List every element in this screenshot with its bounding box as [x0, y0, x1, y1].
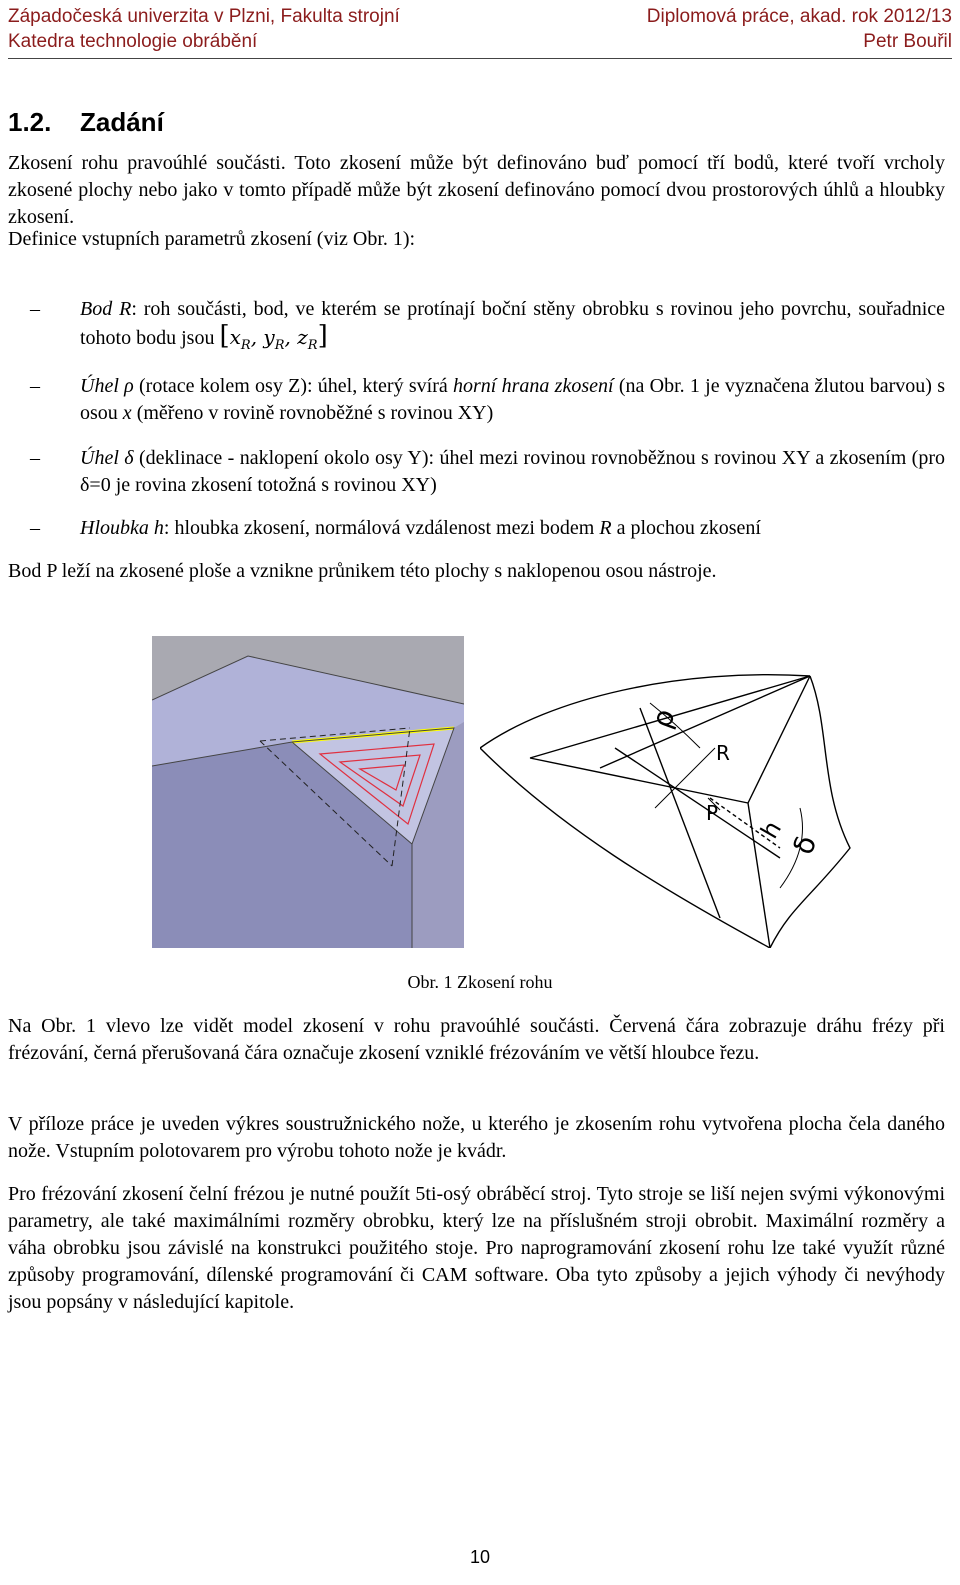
- label-rho: ρ: [644, 704, 682, 733]
- section-heading: [8, 107, 164, 138]
- cylinder-top-arc: [480, 675, 810, 748]
- header-divider: [8, 58, 952, 59]
- bullet-dash: –: [30, 375, 40, 397]
- bullet-body: (na Obr. 1 je vyznačena žlutou barvou) s osou: [80, 375, 946, 424]
- page-number: 10: [469, 1547, 491, 1567]
- bullet-body: : hloubka zkosení, normálová vzdálenost mezi bodem: [163, 517, 600, 539]
- term-uhel-delta: Úhel δ: [80, 447, 134, 469]
- bullet-body: a plochou zkosení: [611, 517, 761, 539]
- bullet-text: [80, 296, 945, 359]
- bod-p-paragraph: Bod P leží na zkosené ploše a vznikne průnikem této plochy s naklopenou osou nástroje.: [8, 560, 717, 582]
- paragraph-obr1: Na Obr. 1 vlevo lze vidět model zkosení v rohu pravoúhlé součásti. Červená čára zobrazuje dráhu frézy při frézování, černá přerušovaná čára označuje zkosení vzniklé frézováním ve větší hloubce řezu.: [8, 1015, 945, 1064]
- bullet-bod-r: [8, 296, 945, 359]
- label-h: h: [755, 816, 788, 844]
- bullet-dash: –: [30, 517, 40, 539]
- section-title: Zadání: [80, 107, 164, 137]
- bullet-hloubka: [8, 515, 945, 542]
- header-university: Západočeská univerzita v Plzni, Fakulta strojní: [8, 6, 400, 27]
- bullet-body: : roh součásti, bod, ve kterém se protínají boční stěny obrobku s rovinou jeho povrchu, souřadnice tohoto bodu jsou: [80, 298, 946, 349]
- bullet-uhel-delta: [8, 445, 945, 499]
- header-bottom-row: [8, 31, 952, 53]
- term-hloubka: Hloubka h: [80, 517, 164, 539]
- intro-paragraph: Zkosení rohu pravoúhlé součásti. Toto zkosení může být definováno buď pomocí tří bodů, které tvoří vrcholy zkosené plochy nebo jako v tomto případě může být zkosení definováno pomocí dvou prostorových úhlů a hloubky zkosení.: [8, 152, 945, 228]
- bullet-text: [80, 515, 945, 542]
- right-curve: [770, 676, 850, 948]
- bullet-body: (deklinace - naklopení okolo osy Y): úhel mezi rovinou rovnoběžnou s rovinou XY a zkosením (pro δ=0 je rovina zkosení totožná s rovinou XY): [80, 447, 945, 496]
- bullet-dash: –: [30, 298, 40, 320]
- term-r: R: [599, 517, 612, 539]
- bullet-body: (rotace kolem osy Z): úhel, který svírá: [133, 375, 454, 397]
- bullet-dash: –: [30, 447, 40, 469]
- cad-model-figure: [152, 636, 464, 948]
- header-top-row: [8, 6, 952, 28]
- header-department: Katedra technologie obrábění: [8, 31, 258, 52]
- chamfer-edge-3: [748, 676, 810, 803]
- label-delta: δ: [786, 831, 824, 859]
- header-author: Petr Bouřil: [863, 31, 952, 52]
- term-horni-hrana: horní hrana zkosení: [453, 375, 614, 397]
- header-thesis-year: Diplomová práce, akad. rok 2012/13: [646, 6, 952, 27]
- coordinates-formula: [$x_R$, $y_R$, $z_R$]: [219, 321, 328, 353]
- bullet-uhel-rho: [8, 373, 945, 427]
- figure-caption: Obr. 1 Zkosení rohu: [407, 972, 553, 992]
- paragraph-frezovani: Pro frézování zkosení čelní frézou je nutné použít 5ti-osý obráběcí stroj. Tyto stroje se liší nejen svými výkonovými parametry, ale také maximálními rozměry obrobku, který lze na příslušném stroji obrobit. Maximální rozměry a váha obrobku jsou závislé na konstrukci použitého stoje. Pro naprogramování zkosení rohu lze také využít různé způsoby programování, dílenské programování či CAM software. Oba tyto způsoby a jejich výhody či nevýhody jsou popsány v následující kapitole.: [8, 1183, 945, 1313]
- schematic-figure: [480, 648, 860, 948]
- term-x: x: [122, 402, 132, 424]
- params-intro: Definice vstupních parametrů zkosení (viz Obr. 1):: [8, 228, 416, 250]
- label-r: R: [716, 741, 730, 765]
- label-p: P: [706, 801, 719, 825]
- term-uhel-rho: Úhel ρ: [80, 375, 134, 397]
- bullet-text: [80, 445, 945, 499]
- paragraph-priloha: V příloze práce je uveden výkres soustružnického nože, u kterého je zkosením rohu vytvořena plocha čela daného nože. Vstupním polotovarem pro výrobu tohoto nože je kvádr.: [8, 1113, 945, 1162]
- tool-axis: [655, 748, 715, 808]
- bullet-text: [80, 373, 945, 427]
- section-number: 1.2.: [8, 107, 52, 137]
- term-bod-r: Bod R: [80, 298, 132, 320]
- bullet-body: (měřeno v rovině rovnoběžné s rovinou XY): [131, 402, 494, 424]
